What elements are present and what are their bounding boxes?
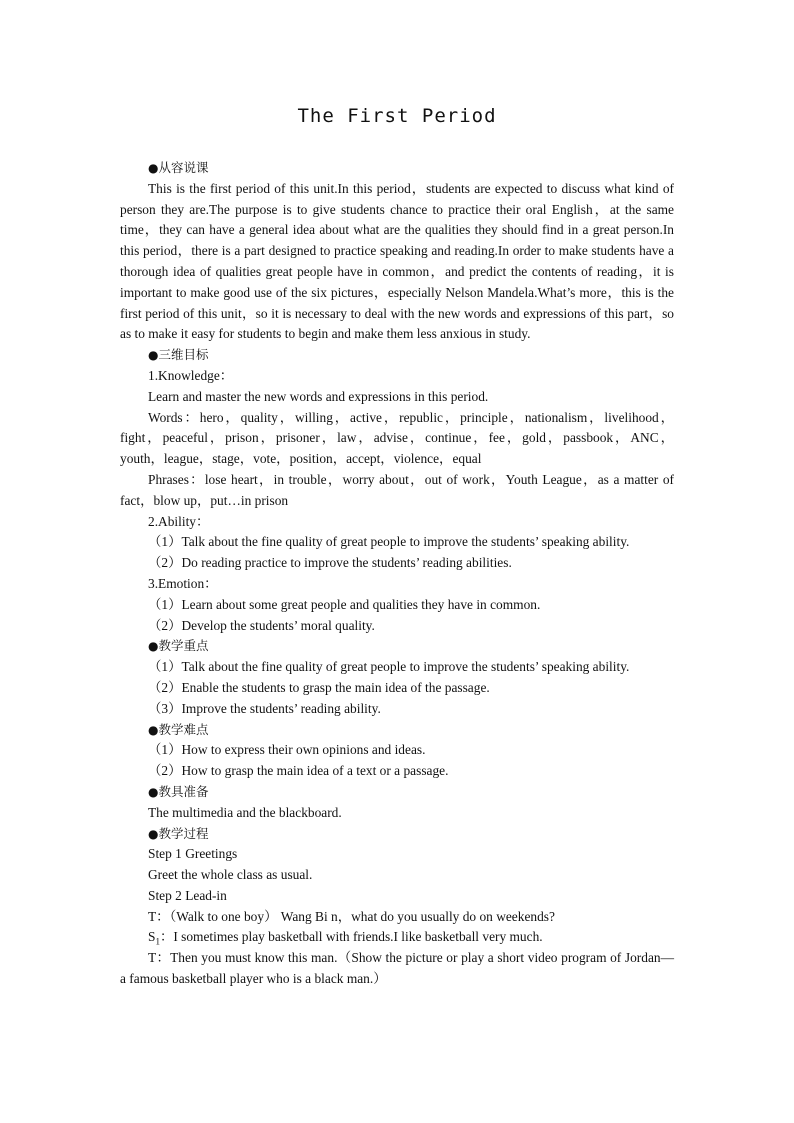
- section-heading-goals: [120, 345, 674, 366]
- speaker-label: S: [148, 929, 156, 945]
- knowledge-label: 1.Knowledge：: [148, 367, 234, 383]
- dialogue-student-1: [120, 927, 674, 948]
- heading-text: 教学难点: [158, 721, 209, 737]
- step1-title: Step 1 Greetings: [148, 846, 238, 862]
- dialogue-teacher-1: T：（Walk to one boy） Wang Bi n，what do you usually do on weekends?: [148, 908, 555, 924]
- ability-item: （1）Talk about the fine quality of great people to improve the students’ speaking ability.: [148, 534, 630, 550]
- page-title: The First Period: [297, 105, 497, 127]
- section-heading-key-points: [120, 636, 674, 657]
- speaker-subscript: 1: [155, 937, 160, 948]
- ability-label: 2.Ability：: [148, 513, 210, 529]
- document-body: [120, 158, 674, 990]
- difficulty-item: （2）How to grasp the main idea of a text or a passage.: [148, 763, 449, 779]
- tools-text: The multimedia and the blackboard.: [148, 804, 342, 820]
- key-point-item: （1）Talk about the fine quality of great people to improve the students’ speaking ability.: [148, 659, 630, 675]
- section-heading-process: [120, 824, 674, 845]
- emotion-label: 3.Emotion：: [148, 575, 218, 591]
- section-heading-difficulties: [120, 720, 674, 741]
- knowledge-text: Learn and master the new words and expressions in this period.: [148, 388, 489, 404]
- section-heading-tools: [120, 782, 674, 803]
- key-point-item: （2）Enable the students to grasp the main idea of the passage.: [148, 679, 490, 695]
- heading-text: 教学过程: [158, 825, 209, 841]
- heading-text: 教学重点: [158, 638, 209, 654]
- emotion-item: （1）Learn about some great people and qualities they have in common.: [148, 596, 541, 612]
- emotion-item: （2）Develop the students’ moral quality.: [148, 617, 375, 633]
- speaking-paragraph: This is the first period of this unit.In this period，students are expected to discuss what kind of person they are.The purpose is to give students chance to practice their oral English，at the same time，they can have a general idea about what are the qualities they should find in a great person.In this period，there is a part designed to practice speaking and reading.In order to make students have a thorough idea of qualities great people have in common，and predict the contents of reading，it is important to make good use of the six pictures，especially Nelson Mandela.What’s more，this is the first period of this unit，so it is necessary to deal with the new words and expressions of this part，so as to make it easy for students to begin and make them less anxious in study.: [120, 180, 674, 342]
- section-heading-speaking: [120, 158, 674, 179]
- step2-title: Step 2 Lead-in: [148, 887, 227, 903]
- key-point-item: （3）Improve the students’ reading ability.: [148, 700, 381, 716]
- step1-text: Greet the whole class as usual.: [148, 867, 313, 883]
- ability-item: （2）Do reading practice to improve the students’ reading abilities.: [148, 555, 512, 571]
- heading-text: 从容说课: [158, 160, 209, 175]
- student-line: ：I sometimes play basketball with friends.I like basketball very much.: [159, 929, 543, 945]
- words-list: Words：hero，quality，willing，active，republic，principle，nationalism，livelihood，fight，peaceful，prison，prisoner，law，advise，continue，fee，gold，passbook，ANC，youth，league，stage，vote，position，accept，violence，equal: [120, 409, 674, 467]
- heading-text: 三维目标: [158, 347, 209, 363]
- dialogue-teacher-2: T：Then you must know this man.（Show the picture or play a short video program of Jordan—a famous basketball player who is a black man.）: [120, 950, 674, 987]
- difficulty-item: （1）How to express their own opinions and ideas.: [148, 742, 426, 758]
- phrases-list: Phrases：lose heart，in trouble，worry about，out of work，Youth League，as a matter of fact，blow up，put…in prison: [120, 471, 674, 508]
- heading-text: 教具准备: [158, 783, 209, 799]
